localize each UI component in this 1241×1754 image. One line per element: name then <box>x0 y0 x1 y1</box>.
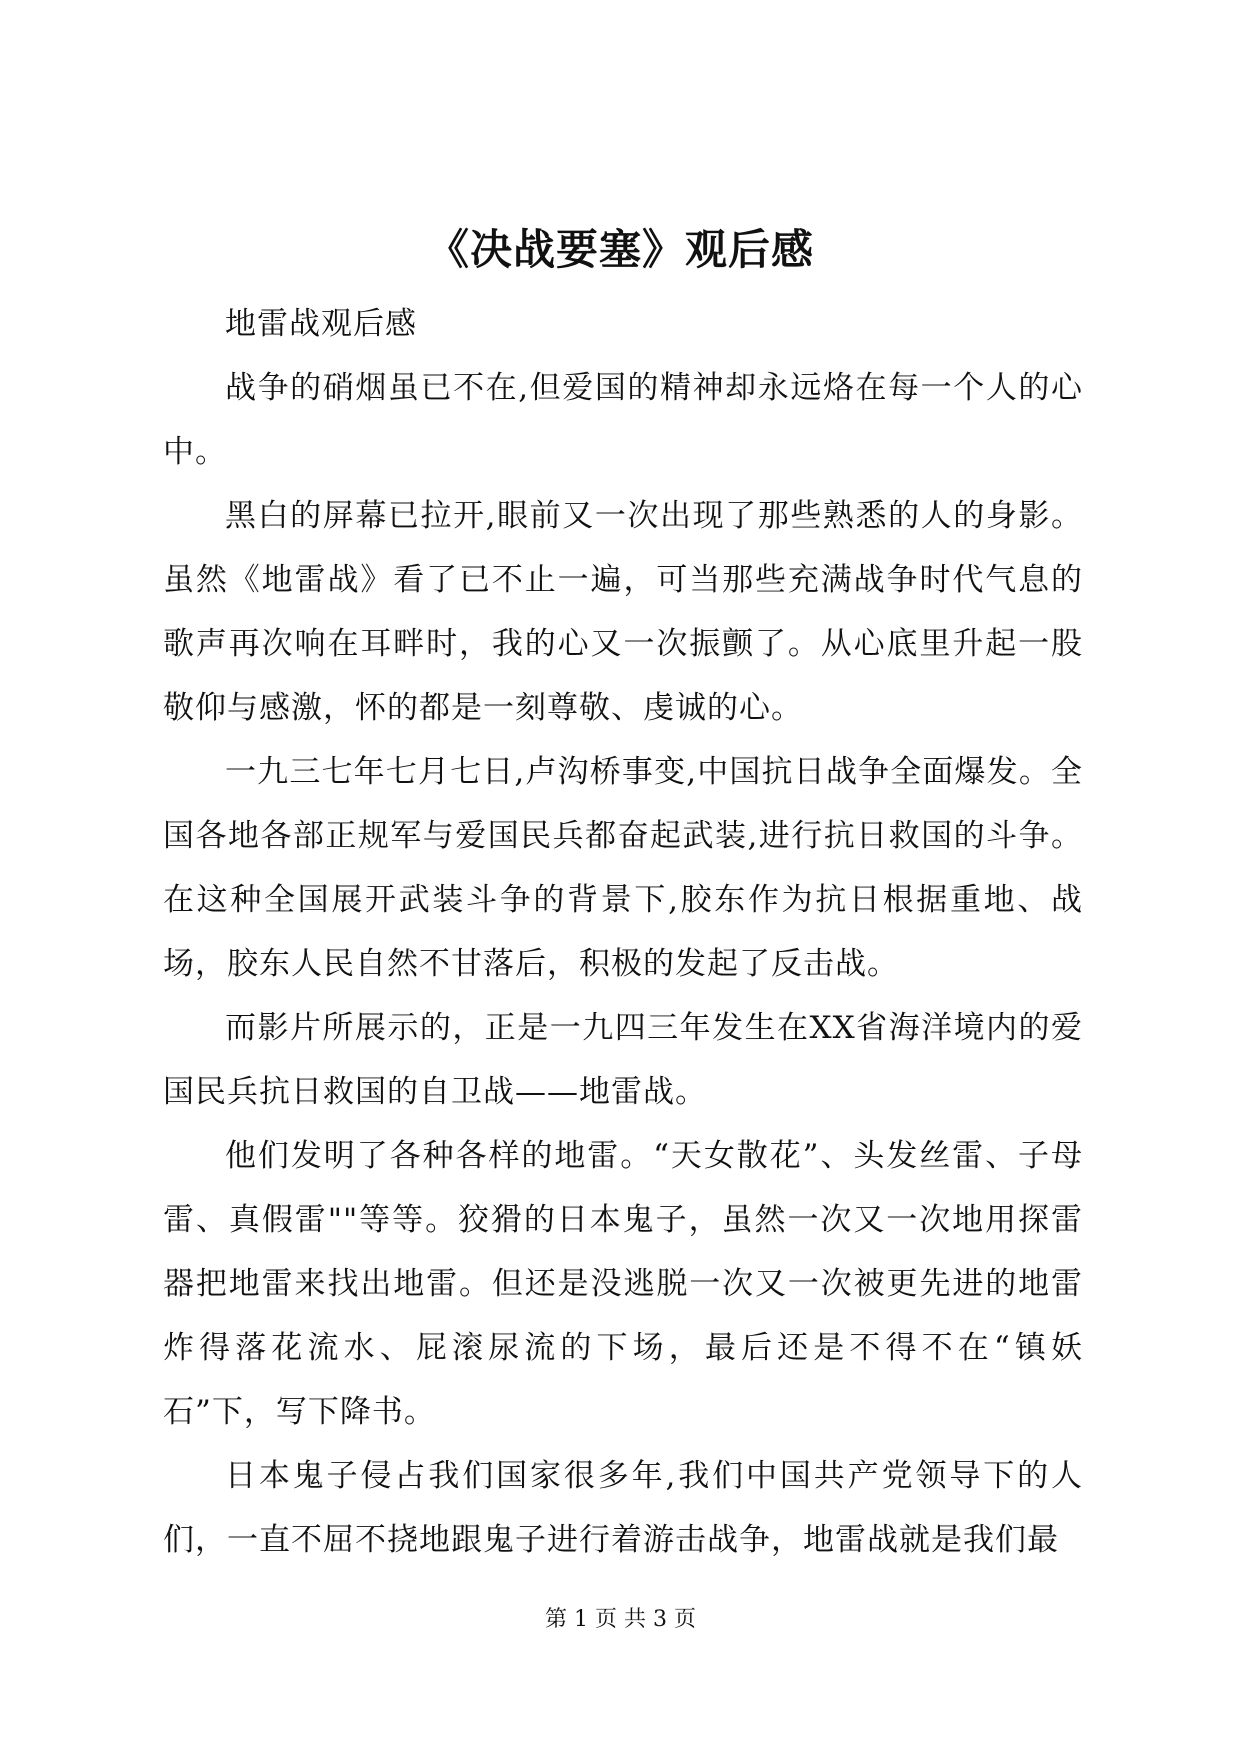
paragraph: 日本鬼子侵占我们国家很多年,我们中国共产党领导下的人们，一直不屈不挠地跟鬼子进行着游击战争，地雷战就是我们最 <box>163 1458 1083 1558</box>
paragraph: 战争的硝烟虽已不在,但爱国的精神却永远烙在每一个人的心中。 <box>163 370 1083 470</box>
paragraph: 一九三七年七月七日,卢沟桥事变,中国抗日战争全面爆发。全国各地各部正规军与爱国民兵都奋起武装,进行抗日救国的斗争。在这种全国展开武装斗争的背景下,胶东作为抗日根据重地、战场，胶东人民自然不甘落后，积极的发起了反击战。 <box>163 754 1083 982</box>
paragraph: 他们发明了各种各样的地雷。“天女散花”、头发丝雷、子母雷、真假雷""等等。狡猾的日本鬼子，虽然一次又一次地用探雷器把地雷来找出地雷。但还是没逃脱一次又一次被更先进的地雷炸得落花流水、屁滚尿流的下场，最后还是不得不在“镇妖石”下，写下降书。 <box>163 1138 1083 1430</box>
paragraph: 黑白的屏幕已拉开,眼前又一次出现了那些熟悉的人的身影。虽然《地雷战》看了已不止一遍，可当那些充满战争时代气息的歌声再次响在耳畔时，我的心又一次振颤了。从心底里升起一股敬仰与感激，怀的都是一刻尊敬、虔诚的心。 <box>163 498 1083 726</box>
paragraph: 而影片所展示的，正是一九四三年发生在XX省海洋境内的爱国民兵抗日救国的自卫战——地雷战。 <box>163 1010 1083 1110</box>
document-body <box>163 292 1083 1572</box>
document-title: 《决战要塞》观后感 <box>426 225 814 274</box>
page-number-footer: 第 1 页 共 3 页 <box>545 1607 696 1632</box>
paragraph-subtitle: 地雷战观后感 <box>225 306 417 342</box>
